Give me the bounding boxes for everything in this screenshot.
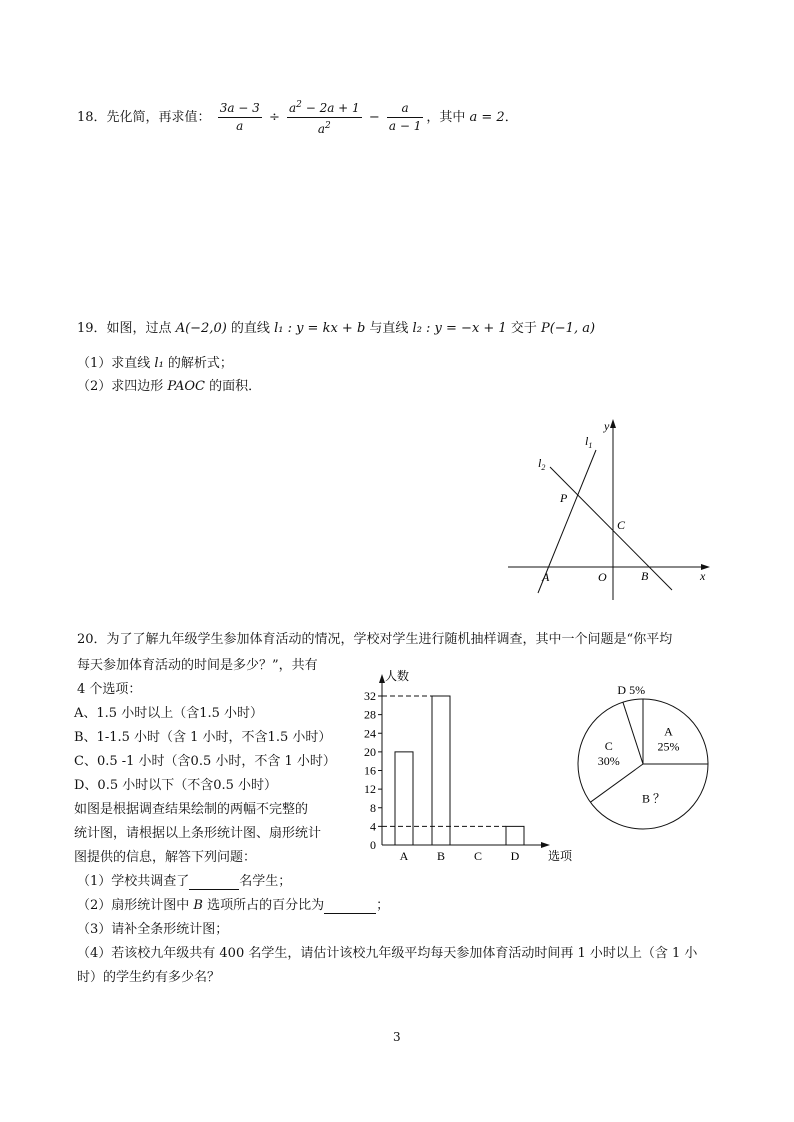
bar-y-label: 人数	[385, 669, 410, 683]
q19-sub2	[77, 375, 261, 394]
q19-text-2: 的直线	[226, 321, 275, 336]
q18-f2-den-base: a	[317, 122, 326, 136]
bar-A	[395, 752, 413, 845]
bar-chart	[345, 660, 585, 870]
pie-slice-D-edge	[623, 702, 643, 764]
label-a: A	[542, 570, 550, 584]
q19-sub1-prefix: （1）求直线	[77, 356, 155, 371]
q20-sub4-line2: 时）的学生约有多少名？	[77, 970, 221, 985]
q20-desc-2: 统计图，请根据以上条形统计图、扇形统计	[74, 826, 322, 841]
q18-f2-num-base: a	[289, 101, 297, 115]
bar-y-tick-label: 24	[364, 726, 376, 741]
bar-y-tick-label: 16	[364, 763, 376, 778]
bar-y-tick-label: 0	[370, 838, 376, 852]
q20-sub2-var: B	[193, 898, 203, 913]
label-l2	[538, 456, 545, 472]
bar-y-tick-label: 4	[370, 819, 376, 834]
label-c: C	[617, 518, 626, 532]
y-axis-arrow	[610, 419, 616, 428]
bar-category-label: C	[473, 849, 483, 863]
bar-y-tick-label: 28	[364, 707, 376, 722]
label-l2-sub: 2	[541, 463, 546, 472]
bar-series	[382, 696, 524, 845]
q20-desc-3: 图提供的信息，解答下列问题：	[74, 850, 257, 865]
q18-fraction-1	[218, 101, 262, 134]
q19-sub1	[77, 352, 233, 371]
bar-category-label: A	[399, 849, 409, 863]
q18-fraction-3-den: a − 1	[388, 119, 422, 133]
q19-text-4: 交于	[506, 321, 541, 336]
q18-tail-end: ．	[504, 110, 518, 125]
q20-intro-1	[77, 628, 672, 647]
q18-number: 18．	[77, 110, 107, 125]
q18-fraction-3	[387, 101, 423, 134]
q19-point-p: P(−1, a)	[540, 321, 596, 336]
q20-intro-3: 4 个选项：	[77, 682, 142, 697]
q20-sub3: （3）请补全条形统计图；	[77, 922, 229, 937]
q20-sub1-text-a: （1）学校共调查了	[77, 874, 190, 889]
q19-sub1-var: l₁	[154, 356, 164, 371]
pie-pct-A: 25%	[657, 739, 680, 754]
q19-sub2-prefix: （2）求四边形	[77, 379, 168, 394]
q20-sub1-blank	[189, 874, 239, 890]
q20-option-a: A、1.5 小时以上（含1.5 小时）	[74, 706, 264, 721]
q20-option-c: C、0.5 -1 小时（含0.5 小时，不含 1 小时）	[74, 754, 336, 769]
q19-l2-equation: l₂ : y = −x + 1	[412, 321, 507, 336]
q20-sub2	[77, 894, 389, 914]
q20-sub2-text-c: ；	[376, 898, 390, 913]
q19-sub1-suffix: 的解析式；	[163, 356, 233, 371]
q19-point-a: A(−2,0)	[175, 321, 227, 336]
label-l1-main: l	[585, 434, 589, 448]
pie-chart	[570, 675, 720, 835]
q20-intro-2: 每天参加体育活动的时间是多少？”，共有	[77, 658, 318, 673]
q18-fraction-3-num: a	[387, 101, 423, 118]
q20-sub2-text-b: 选项所占的百分比为	[202, 898, 325, 913]
q18-tail-prefix: ，其中	[426, 110, 470, 125]
label-y: y	[604, 419, 610, 433]
q20-option-d: D、0.5 小时以下（不含0.5 小时）	[74, 778, 278, 793]
bar-x-categories	[400, 849, 520, 863]
label-x: x	[700, 569, 706, 583]
q18-fraction-2-den	[287, 118, 362, 137]
q18-fraction-1-den: a	[236, 119, 244, 133]
q18-condition: a = 2	[469, 110, 505, 125]
pie-slice-C-edge	[590, 764, 643, 802]
q18-f2-num-exp: 2	[296, 100, 302, 110]
q19-l1-equation: l₁ : y = kx + b	[274, 321, 366, 336]
label-l2-main: l	[538, 456, 542, 470]
q20-sub4-line1: （4）若该校九年级共有 400 名学生，请估计该校九年级平均每天参加体育活动时间再 1 小时以上（含 1 小	[77, 946, 698, 961]
label-l1	[585, 434, 592, 450]
bar-y-tick-label: 8	[370, 800, 376, 815]
bar-category-label: D	[510, 849, 520, 863]
q18-line	[77, 98, 518, 134]
q18-fraction-2	[287, 98, 362, 137]
q20-sub2-blank	[324, 898, 376, 914]
bar-y-tick-label: 32	[364, 689, 376, 703]
q18-minus-sign: −	[368, 110, 380, 125]
bar-category-label: B	[436, 849, 446, 863]
q18-f2-den-exp: 2	[325, 121, 331, 131]
pie-label-C: C	[604, 738, 613, 753]
q18-f2-num-rest: − 2a + 1	[301, 101, 360, 115]
label-o: O	[598, 570, 607, 584]
q19-sub2-var: PAOC	[167, 379, 205, 394]
q19-text-1: 如图，过点	[106, 321, 176, 336]
pie-label-B: B ？	[641, 791, 666, 806]
q20-intro-text-1: 为了了解九年级学生参加体育活动的情况，学校对学生进行随机抽样调查，其中一个问题是“你平均	[106, 632, 673, 647]
label-p: P	[560, 491, 568, 505]
pie-label-A: A	[664, 724, 673, 739]
pie-pct-C: 30%	[597, 753, 620, 768]
q20-sub1	[77, 870, 291, 890]
bar-D	[506, 826, 524, 845]
q19-coordinate-figure	[500, 410, 720, 605]
label-l1-sub: 1	[588, 441, 593, 450]
q19-number: 19．	[77, 321, 107, 336]
bar-y-ticks	[364, 689, 382, 852]
q18-fraction-1-num: 3a − 3	[218, 101, 262, 118]
q20-desc-1: 如图是根据调查结果绘制的两幅不完整的	[74, 802, 309, 817]
q18-fraction-2-num	[287, 98, 362, 118]
q20-option-b: B、1-1.5 小时（含 1 小时，不含1.5 小时）	[74, 730, 332, 745]
q19-text-3: 与直线	[365, 321, 413, 336]
bar-B	[432, 696, 450, 845]
pie-label-D: D 5%	[617, 682, 646, 697]
page-number: 3	[393, 1030, 401, 1044]
label-b: B	[641, 569, 649, 583]
bar-y-tick-label: 12	[364, 782, 376, 797]
bar-y-tick-label: 20	[364, 744, 376, 759]
bar-x-axis-arrow	[541, 842, 550, 848]
q18-divide-sign: ÷	[268, 110, 280, 125]
q18-lead: 先化简，再求值：	[106, 110, 211, 125]
q19-sub2-suffix: 的面积．	[204, 379, 262, 394]
q20-number: 20．	[77, 632, 107, 647]
q20-sub1-text-b: 名学生；	[239, 874, 292, 889]
q19-stem	[77, 317, 595, 336]
q20-sub2-text-a: （2）扇形统计图中	[77, 898, 194, 913]
line-l2	[550, 467, 672, 590]
bar-x-label: 选项	[548, 849, 573, 863]
